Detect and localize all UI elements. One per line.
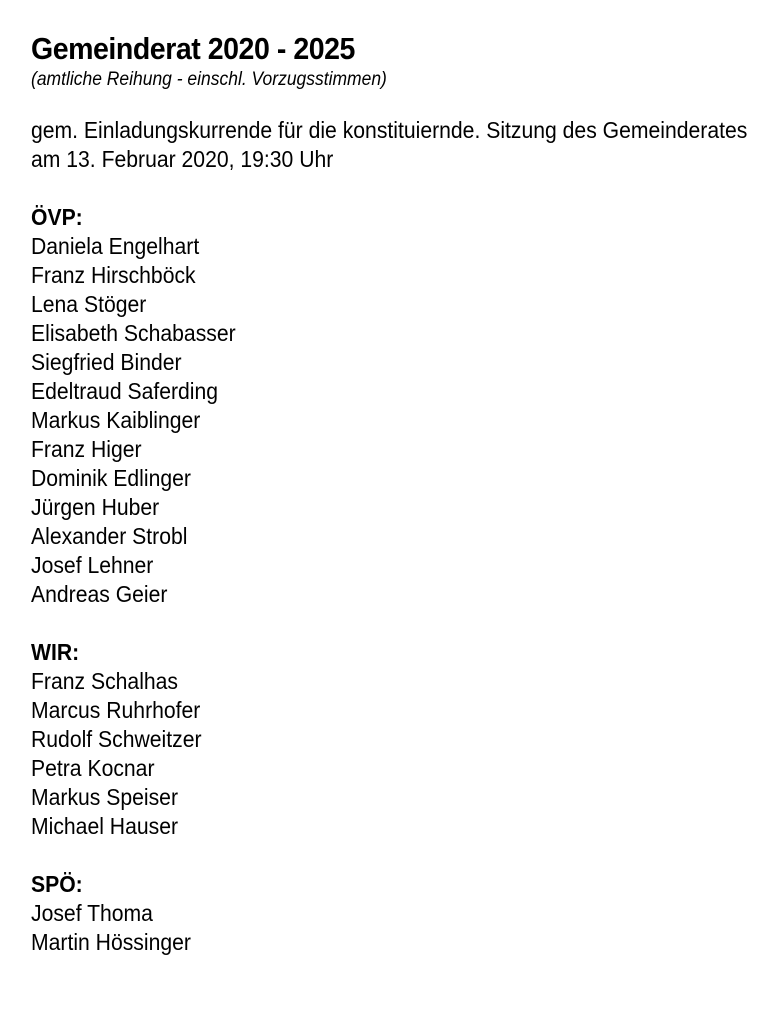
party-title: WIR:: [31, 639, 80, 665]
list-item: Dominik Edlinger: [31, 465, 191, 491]
list-item: Petra Kocnar: [31, 755, 155, 781]
list-item: Edeltraud Saferding: [31, 378, 219, 404]
list-item: Alexander Strobl: [31, 523, 188, 549]
list-item: Franz Schalhas: [31, 668, 179, 694]
member-list: [31, 667, 751, 841]
list-item: Siegfried Binder: [31, 349, 182, 375]
intro-line-1: gem. Einladungskurrende für die konstituiernde. Sitzung des Gemeinderates: [31, 117, 748, 143]
page-subtitle: (amtliche Reihung - einschl. Vorzugsstimmen): [31, 69, 387, 90]
list-item: Andreas Geier: [31, 581, 168, 607]
party-title: SPÖ:: [31, 871, 83, 897]
list-item: Rudolf Schweitzer: [31, 726, 202, 752]
member-list: [31, 899, 751, 957]
list-item: Lena Stöger: [31, 291, 147, 317]
intro-text: [31, 116, 748, 174]
party-section-wir: [31, 638, 751, 841]
intro-line-2: am 13. Februar 2020, 19:30 Uhr: [31, 146, 334, 172]
page-title: Gemeinderat 2020 - 2025: [31, 31, 355, 66]
list-item: Jürgen Huber: [31, 494, 160, 520]
list-item: Daniela Engelhart: [31, 233, 200, 259]
list-item: Elisabeth Schabasser: [31, 320, 236, 346]
member-list: [31, 232, 751, 609]
list-item: Marcus Ruhrhofer: [31, 697, 201, 723]
list-item: Josef Thoma: [31, 900, 153, 926]
document-page: [31, 30, 751, 957]
list-item: Josef Lehner: [31, 552, 154, 578]
list-item: Michael Hauser: [31, 813, 179, 839]
party-section-oevp: [31, 203, 751, 609]
list-item: Franz Higer: [31, 436, 142, 462]
list-item: Markus Kaiblinger: [31, 407, 201, 433]
list-item: Markus Speiser: [31, 784, 178, 810]
list-item: Franz Hirschböck: [31, 262, 196, 288]
list-item: Martin Hössinger: [31, 929, 191, 955]
party-section-spoe: [31, 870, 751, 957]
party-title: ÖVP:: [31, 204, 83, 230]
